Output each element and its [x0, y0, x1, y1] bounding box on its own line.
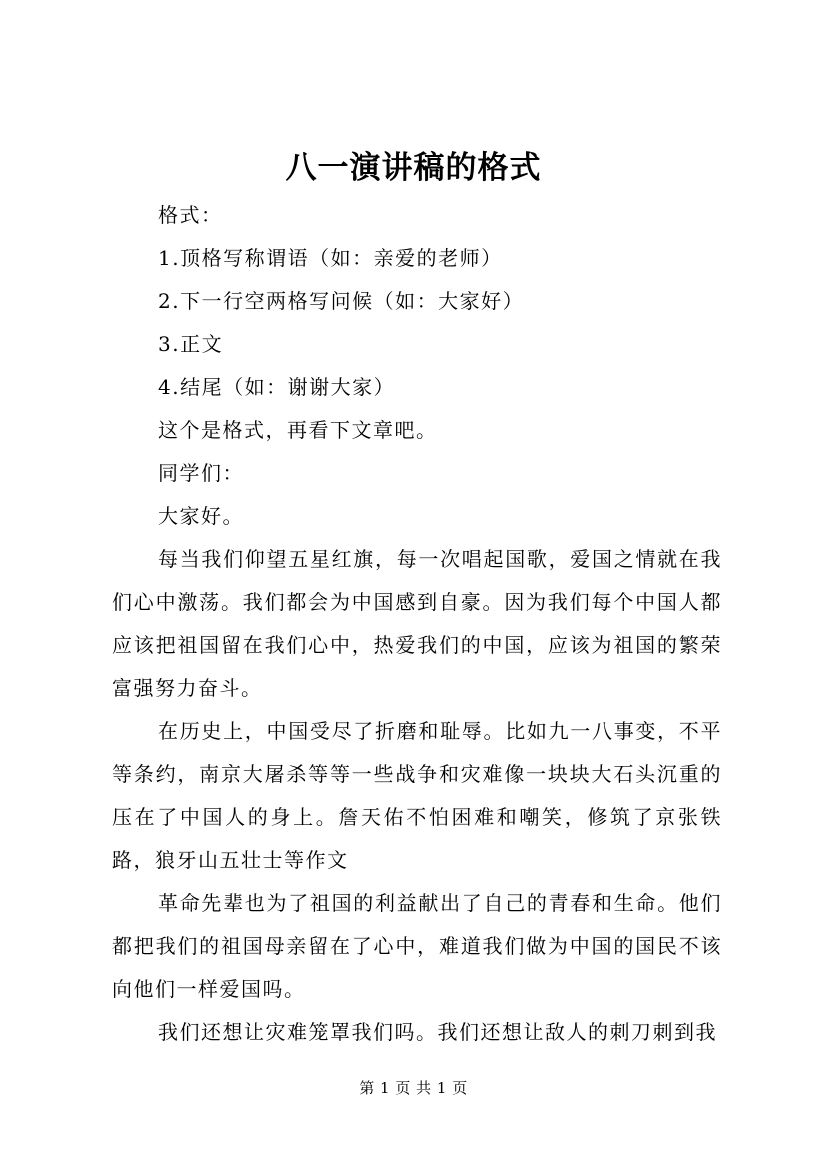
- paragraph-2: 在历史上，中国受尽了折磨和耻辱。比如九一八事变，不平等条约，南京大屠杀等等一些战争和灾难像一块块大石头沉重的压在了中国人的身上。詹天佑不怕困难和嘲笑，修筑了京张铁路，狼牙山五壮士等作文: [112, 719, 722, 872]
- page-number-footer: 第 1 页 共 1 页: [359, 1079, 468, 1097]
- format-note: 这个是格式，再看下文章吧。: [158, 418, 438, 442]
- format-item-2: 2.下一行空两格写问候（如：大家好）: [158, 289, 525, 313]
- paragraph-4: 我们还想让灾难笼罩我们吗。我们还想让敌人的刺刀刺到我: [158, 1020, 717, 1044]
- salutation: 同学们：: [158, 461, 244, 485]
- format-heading: 格式：: [158, 203, 223, 227]
- greeting: 大家好。: [158, 504, 244, 528]
- format-item-1: 1.顶格写称谓语（如：亲爱的老师）: [158, 246, 503, 270]
- paragraph-1: 每当我们仰望五星红旗，每一次唱起国歌，爱国之情就在我们心中激荡。我们都会为中国感到自豪。因为我们每个中国人都应该把祖国留在我们心中，热爱我们的中国，应该为祖国的繁荣富强努力奋斗。: [112, 547, 722, 700]
- paragraph-3: 革命先辈也为了祖国的利益献出了自己的青春和生命。他们都把我们的祖国母亲留在了心中，难道我们做为中国的国民不该向他们一样爱国吗。: [112, 891, 722, 1001]
- document-title: 八一演讲稿的格式: [285, 150, 542, 186]
- format-item-3: 3.正文: [158, 332, 224, 356]
- document-body: [112, 194, 722, 1054]
- format-item-4: 4.结尾（如：谢谢大家）: [158, 375, 396, 399]
